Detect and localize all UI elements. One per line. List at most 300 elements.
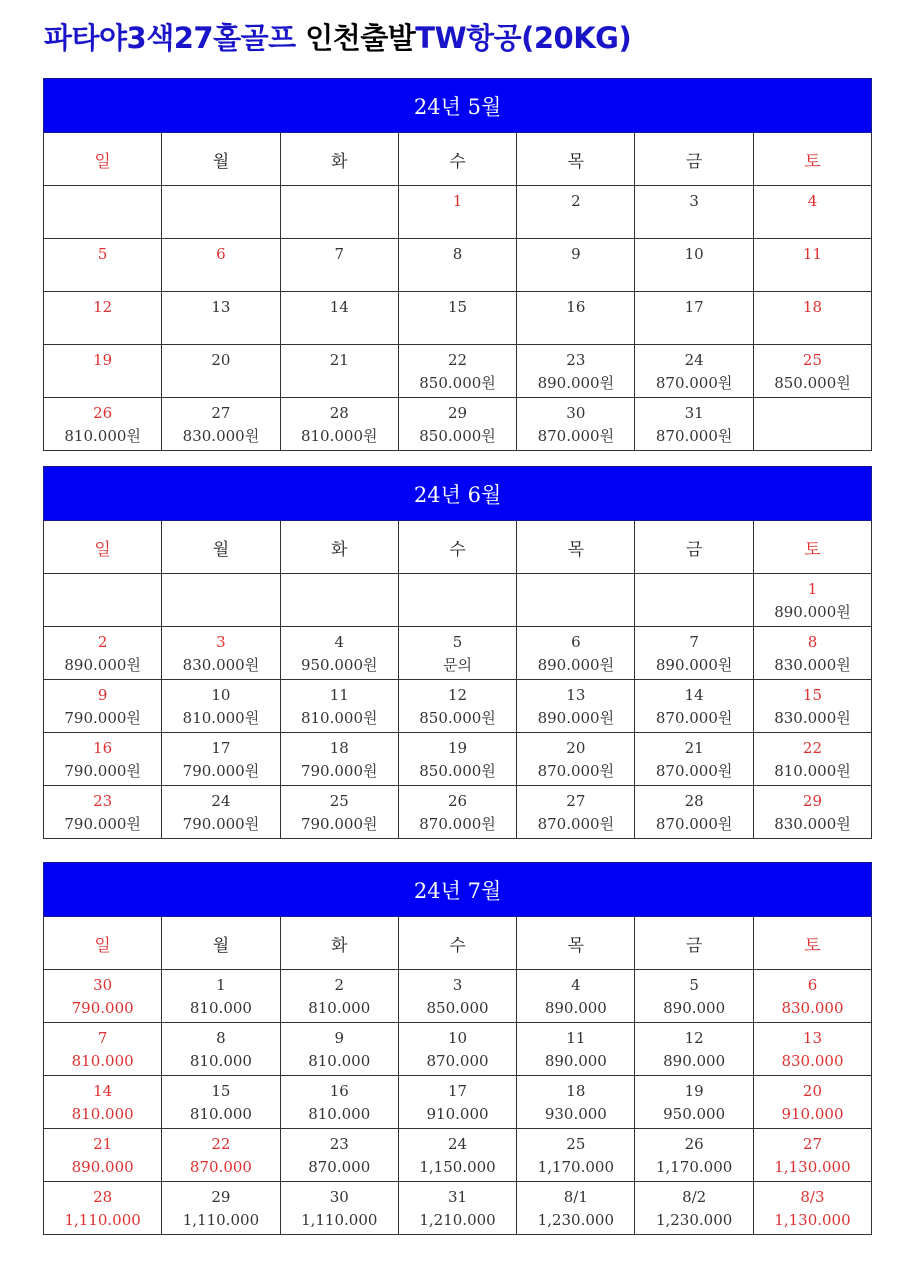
day-number: 2: [571, 192, 581, 210]
day-price: 830.000원: [774, 815, 851, 833]
day-cell: [398, 1023, 516, 1076]
day-price: 850.000원: [419, 427, 496, 445]
day-cell: [517, 627, 635, 680]
day-cell: [635, 239, 753, 292]
day-price: 930.000: [544, 1105, 607, 1123]
day-cell: [517, 786, 635, 839]
day-cell: [753, 786, 871, 839]
day-number: 20: [802, 1082, 823, 1100]
day-number: 19: [684, 1082, 704, 1100]
day-number: 13: [802, 1029, 823, 1047]
day-number: 12: [447, 686, 468, 704]
day-cell: [162, 1129, 280, 1182]
day-cell: [517, 680, 635, 733]
day-cell: [398, 345, 516, 398]
day-number: 11: [329, 686, 349, 704]
day-cell: [280, 970, 398, 1023]
day-number: 24: [211, 792, 231, 810]
day-price: 890.000: [663, 999, 726, 1017]
week-row: [44, 680, 872, 733]
weekday-label: 금: [635, 133, 753, 186]
day-price: 890.000원: [537, 656, 615, 674]
day-number: 17: [447, 1082, 468, 1100]
day-price: 810.000원: [300, 709, 378, 727]
day-number: 19: [447, 739, 468, 757]
day-number: 21: [93, 1135, 113, 1153]
day-number: 4: [571, 976, 581, 994]
day-price: 810.000원: [300, 427, 378, 445]
day-number: 26: [684, 1135, 704, 1153]
day-cell: [162, 1023, 280, 1076]
weekday-label: 토: [753, 521, 871, 574]
weekday-label: 화: [280, 917, 398, 970]
day-cell: [280, 398, 398, 451]
day-number: 4: [807, 192, 818, 210]
day-number: 1: [807, 580, 818, 598]
day-cell: [753, 345, 871, 398]
day-price: 1,130.000: [774, 1158, 851, 1176]
day-cell: [635, 398, 753, 451]
day-price: 870.000원: [537, 427, 615, 445]
week-row: [44, 627, 872, 680]
weekday-label: 토: [753, 133, 871, 186]
day-number: 8: [807, 633, 818, 651]
day-cell: [162, 574, 280, 627]
day-cell: [398, 1076, 516, 1129]
day-price: 1,150.000: [419, 1158, 496, 1176]
day-number: 22: [802, 739, 823, 757]
day-price: 870.000원: [537, 815, 615, 833]
day-price: 850.000원: [774, 374, 851, 392]
week-row: [44, 292, 872, 345]
weekday-label: 목: [517, 521, 635, 574]
day-price: 910.000: [426, 1105, 489, 1123]
page-title: [44, 18, 631, 58]
day-number: 27: [802, 1135, 823, 1153]
day-number: 12: [684, 1029, 704, 1047]
day-cell: [517, 1182, 635, 1235]
day-cell: [753, 398, 871, 451]
day-number: 15: [447, 298, 468, 316]
day-cell: [162, 186, 280, 239]
calendar-month-5: [43, 78, 872, 451]
day-cell: [162, 786, 280, 839]
week-row: [44, 239, 872, 292]
day-number: 5: [452, 633, 463, 651]
day-cell: [517, 1023, 635, 1076]
calendar-month-7: [43, 862, 872, 1235]
weekday-label: 일: [44, 133, 162, 186]
day-number: 18: [329, 739, 349, 757]
day-price: 810.000: [71, 1052, 134, 1070]
day-cell: [398, 970, 516, 1023]
day-number: 27: [211, 404, 231, 422]
day-number: 21: [329, 351, 349, 369]
day-cell: [280, 680, 398, 733]
day-price: 790.000원: [64, 709, 141, 727]
day-number: 31: [447, 1188, 468, 1206]
day-number: 8/3: [800, 1188, 825, 1206]
day-number: 23: [329, 1135, 349, 1153]
day-price: 문의: [443, 656, 473, 674]
day-number: 31: [684, 404, 704, 422]
day-number: 28: [684, 792, 704, 810]
day-price: 870.000원: [655, 815, 733, 833]
day-number: 28: [93, 1188, 113, 1206]
day-price: 810.000: [189, 999, 252, 1017]
day-cell: [398, 398, 516, 451]
day-cell: [517, 733, 635, 786]
day-number: 23: [93, 792, 113, 810]
day-number: 3: [452, 976, 463, 994]
day-number: 13: [566, 686, 586, 704]
day-cell: [398, 786, 516, 839]
day-number: 9: [97, 686, 108, 704]
day-price: 1,110.000: [182, 1211, 260, 1229]
day-cell: [162, 733, 280, 786]
day-cell: [517, 398, 635, 451]
day-number: 26: [93, 404, 113, 422]
weekday-label: 목: [517, 133, 635, 186]
day-number: 6: [807, 976, 818, 994]
day-number: 10: [684, 245, 704, 263]
weekday-label: 토: [753, 917, 871, 970]
day-cell: [162, 1182, 280, 1235]
day-cell: [635, 574, 753, 627]
day-price: 1,110.000: [301, 1211, 378, 1229]
day-price: 870.000원: [655, 709, 733, 727]
day-price: 870.000: [426, 1052, 489, 1070]
month-header: 24년 5월: [44, 79, 872, 133]
day-number: 2: [97, 633, 108, 651]
day-price: 810.000: [308, 999, 371, 1017]
day-price: 950.000원: [300, 656, 378, 674]
week-row: [44, 1076, 872, 1129]
day-number: 8/1: [563, 1188, 588, 1206]
day-number: 20: [566, 739, 586, 757]
day-cell: [635, 1076, 753, 1129]
day-price: 830.000원: [182, 427, 260, 445]
day-price: 790.000: [71, 999, 134, 1017]
day-cell: [162, 1076, 280, 1129]
day-cell: [280, 292, 398, 345]
day-cell: [753, 574, 871, 627]
day-price: 890.000원: [537, 709, 615, 727]
day-cell: [635, 186, 753, 239]
day-cell: [517, 186, 635, 239]
calendar-month-6: [43, 466, 872, 839]
day-cell: [44, 1182, 162, 1235]
day-cell: [517, 292, 635, 345]
day-number: 25: [802, 351, 823, 369]
day-price: 810.000: [189, 1105, 252, 1123]
day-cell: [44, 239, 162, 292]
day-cell: [44, 186, 162, 239]
day-cell: [635, 680, 753, 733]
day-price: 790.000원: [64, 762, 141, 780]
day-price: 890.000: [544, 999, 607, 1017]
day-price: 790.000원: [64, 815, 141, 833]
day-price: 830.000: [781, 999, 844, 1017]
weekday-label: 월: [162, 133, 280, 186]
day-number: 9: [334, 1029, 345, 1047]
day-cell: [753, 292, 871, 345]
day-number: 22: [447, 351, 468, 369]
day-number: 3: [216, 633, 226, 651]
day-number: 29: [802, 792, 823, 810]
day-price: 890.000: [663, 1052, 726, 1070]
day-cell: [44, 1129, 162, 1182]
weekday-label: 금: [635, 521, 753, 574]
day-price: 830.000원: [182, 656, 260, 674]
day-cell: [280, 786, 398, 839]
day-cell: [44, 292, 162, 345]
day-cell: [635, 292, 753, 345]
week-row: [44, 733, 872, 786]
day-cell: [398, 627, 516, 680]
day-price: 830.000원: [774, 656, 851, 674]
day-price: 890.000원: [537, 374, 615, 392]
day-price: 1,230.000: [655, 1211, 733, 1229]
day-cell: [635, 733, 753, 786]
day-cell: [44, 1076, 162, 1129]
day-number: 25: [566, 1135, 586, 1153]
month-header: 24년 6월: [44, 467, 872, 521]
day-number: 5: [97, 245, 108, 263]
day-cell: [635, 1129, 753, 1182]
day-cell: [753, 239, 871, 292]
week-row: [44, 398, 872, 451]
day-number: 5: [689, 976, 699, 994]
day-cell: [162, 680, 280, 733]
day-cell: [635, 970, 753, 1023]
day-cell: [517, 574, 635, 627]
weekday-label: 월: [162, 521, 280, 574]
day-number: 24: [447, 1135, 468, 1153]
weekday-label: 화: [280, 133, 398, 186]
day-price: 950.000: [663, 1105, 726, 1123]
day-cell: [517, 1076, 635, 1129]
day-number: 30: [566, 404, 586, 422]
day-cell: [44, 627, 162, 680]
day-number: 10: [211, 686, 231, 704]
day-cell: [280, 574, 398, 627]
day-number: 7: [334, 245, 345, 263]
day-number: 6: [571, 633, 581, 651]
day-number: 16: [93, 739, 113, 757]
day-price: 830.000원: [774, 709, 851, 727]
weekday-label: 화: [280, 521, 398, 574]
title-product: 파타야3색27홀골프: [44, 21, 306, 55]
day-number: 15: [802, 686, 823, 704]
day-number: 11: [802, 245, 823, 263]
day-cell: [753, 733, 871, 786]
day-cell: [280, 186, 398, 239]
weekday-label: 월: [162, 917, 280, 970]
day-number: 9: [571, 245, 581, 263]
day-cell: [398, 292, 516, 345]
day-price: 810.000: [308, 1105, 371, 1123]
week-row: [44, 970, 872, 1023]
day-number: 25: [329, 792, 349, 810]
day-number: 22: [211, 1135, 231, 1153]
day-cell: [44, 574, 162, 627]
week-row: [44, 574, 872, 627]
day-price: 890.000원: [655, 656, 733, 674]
day-number: 12: [93, 298, 113, 316]
day-price: 790.000원: [182, 815, 260, 833]
day-number: 6: [216, 245, 226, 263]
day-cell: [753, 970, 871, 1023]
day-number: 16: [566, 298, 586, 316]
day-cell: [517, 345, 635, 398]
day-number: 8/2: [682, 1188, 707, 1206]
day-number: 30: [93, 976, 113, 994]
day-number: 24: [684, 351, 704, 369]
day-number: 18: [802, 298, 823, 316]
day-number: 11: [566, 1029, 586, 1047]
day-number: 21: [684, 739, 704, 757]
day-cell: [753, 186, 871, 239]
day-price: 790.000원: [182, 762, 260, 780]
day-cell: [753, 680, 871, 733]
day-cell: [635, 786, 753, 839]
day-number: 4: [334, 633, 345, 651]
day-price: 790.000원: [300, 762, 378, 780]
day-number: 30: [329, 1188, 349, 1206]
day-cell: [280, 345, 398, 398]
day-price: 890.000: [71, 1158, 134, 1176]
day-cell: [162, 627, 280, 680]
day-cell: [398, 733, 516, 786]
day-price: 850.000원: [419, 709, 496, 727]
day-price: 850.000원: [419, 762, 496, 780]
day-cell: [280, 1129, 398, 1182]
month-header: 24년 7월: [44, 863, 872, 917]
day-cell: [635, 1182, 753, 1235]
day-number: 8: [216, 1029, 226, 1047]
title-airline: TW항공(20KG): [415, 21, 632, 55]
day-cell: [162, 239, 280, 292]
weekday-label: 금: [635, 917, 753, 970]
week-row: [44, 1129, 872, 1182]
day-price: 850.000원: [419, 374, 496, 392]
weekday-label: 수: [398, 133, 516, 186]
week-row: [44, 1182, 872, 1235]
day-cell: [753, 1129, 871, 1182]
day-price: 810.000: [308, 1052, 371, 1070]
day-number: 1: [452, 192, 463, 210]
day-number: 16: [329, 1082, 349, 1100]
day-number: 29: [211, 1188, 231, 1206]
day-cell: [635, 627, 753, 680]
day-price: 810.000: [189, 1052, 252, 1070]
weekday-label: 목: [517, 917, 635, 970]
day-cell: [44, 970, 162, 1023]
day-cell: [753, 1023, 871, 1076]
day-number: 14: [684, 686, 704, 704]
day-cell: [753, 1076, 871, 1129]
day-number: 3: [689, 192, 699, 210]
weekday-label: 수: [398, 917, 516, 970]
day-number: 15: [211, 1082, 231, 1100]
day-cell: [517, 239, 635, 292]
day-number: 2: [334, 976, 345, 994]
day-price: 810.000: [71, 1105, 134, 1123]
week-row: [44, 345, 872, 398]
day-price: 810.000원: [182, 709, 260, 727]
day-number: 20: [211, 351, 231, 369]
day-price: 810.000원: [774, 762, 851, 780]
day-cell: [162, 292, 280, 345]
day-price: 1,230.000: [537, 1211, 614, 1229]
day-number: 7: [97, 1029, 108, 1047]
week-row: [44, 786, 872, 839]
day-price: 1,210.000: [419, 1211, 496, 1229]
day-cell: [517, 970, 635, 1023]
day-number: 23: [566, 351, 586, 369]
day-cell: [280, 239, 398, 292]
day-number: 29: [447, 404, 468, 422]
day-price: 870.000원: [655, 762, 733, 780]
weekday-label: 일: [44, 521, 162, 574]
day-number: 17: [211, 739, 231, 757]
day-cell: [635, 1023, 753, 1076]
day-cell: [162, 970, 280, 1023]
day-price: 910.000: [781, 1105, 844, 1123]
week-row: [44, 1023, 872, 1076]
day-price: 810.000원: [64, 427, 141, 445]
day-cell: [280, 733, 398, 786]
day-price: 870.000원: [419, 815, 496, 833]
day-number: 8: [452, 245, 463, 263]
day-cell: [44, 345, 162, 398]
day-cell: [398, 680, 516, 733]
day-number: 28: [329, 404, 349, 422]
day-cell: [753, 1182, 871, 1235]
day-cell: [280, 627, 398, 680]
day-price: 890.000: [544, 1052, 607, 1070]
day-number: 10: [447, 1029, 468, 1047]
day-price: 870.000원: [655, 374, 733, 392]
day-cell: [635, 345, 753, 398]
day-number: 13: [211, 298, 231, 316]
day-price: 1,130.000: [774, 1211, 851, 1229]
day-price: 890.000원: [64, 656, 141, 674]
day-cell: [280, 1023, 398, 1076]
day-cell: [398, 1129, 516, 1182]
day-cell: [44, 786, 162, 839]
week-row: [44, 186, 872, 239]
day-cell: [753, 627, 871, 680]
day-cell: [398, 186, 516, 239]
day-cell: [162, 345, 280, 398]
day-number: 14: [329, 298, 349, 316]
day-number: 26: [447, 792, 468, 810]
day-price: 850.000: [426, 999, 489, 1017]
day-number: 27: [566, 792, 586, 810]
day-number: 19: [93, 351, 113, 369]
day-cell: [44, 398, 162, 451]
day-cell: [280, 1182, 398, 1235]
day-price: 1,110.000: [64, 1211, 141, 1229]
day-number: 17: [684, 298, 704, 316]
day-number: 18: [566, 1082, 586, 1100]
weekday-label: 일: [44, 917, 162, 970]
day-number: 14: [93, 1082, 113, 1100]
day-price: 870.000: [189, 1158, 252, 1176]
day-price: 790.000원: [300, 815, 378, 833]
